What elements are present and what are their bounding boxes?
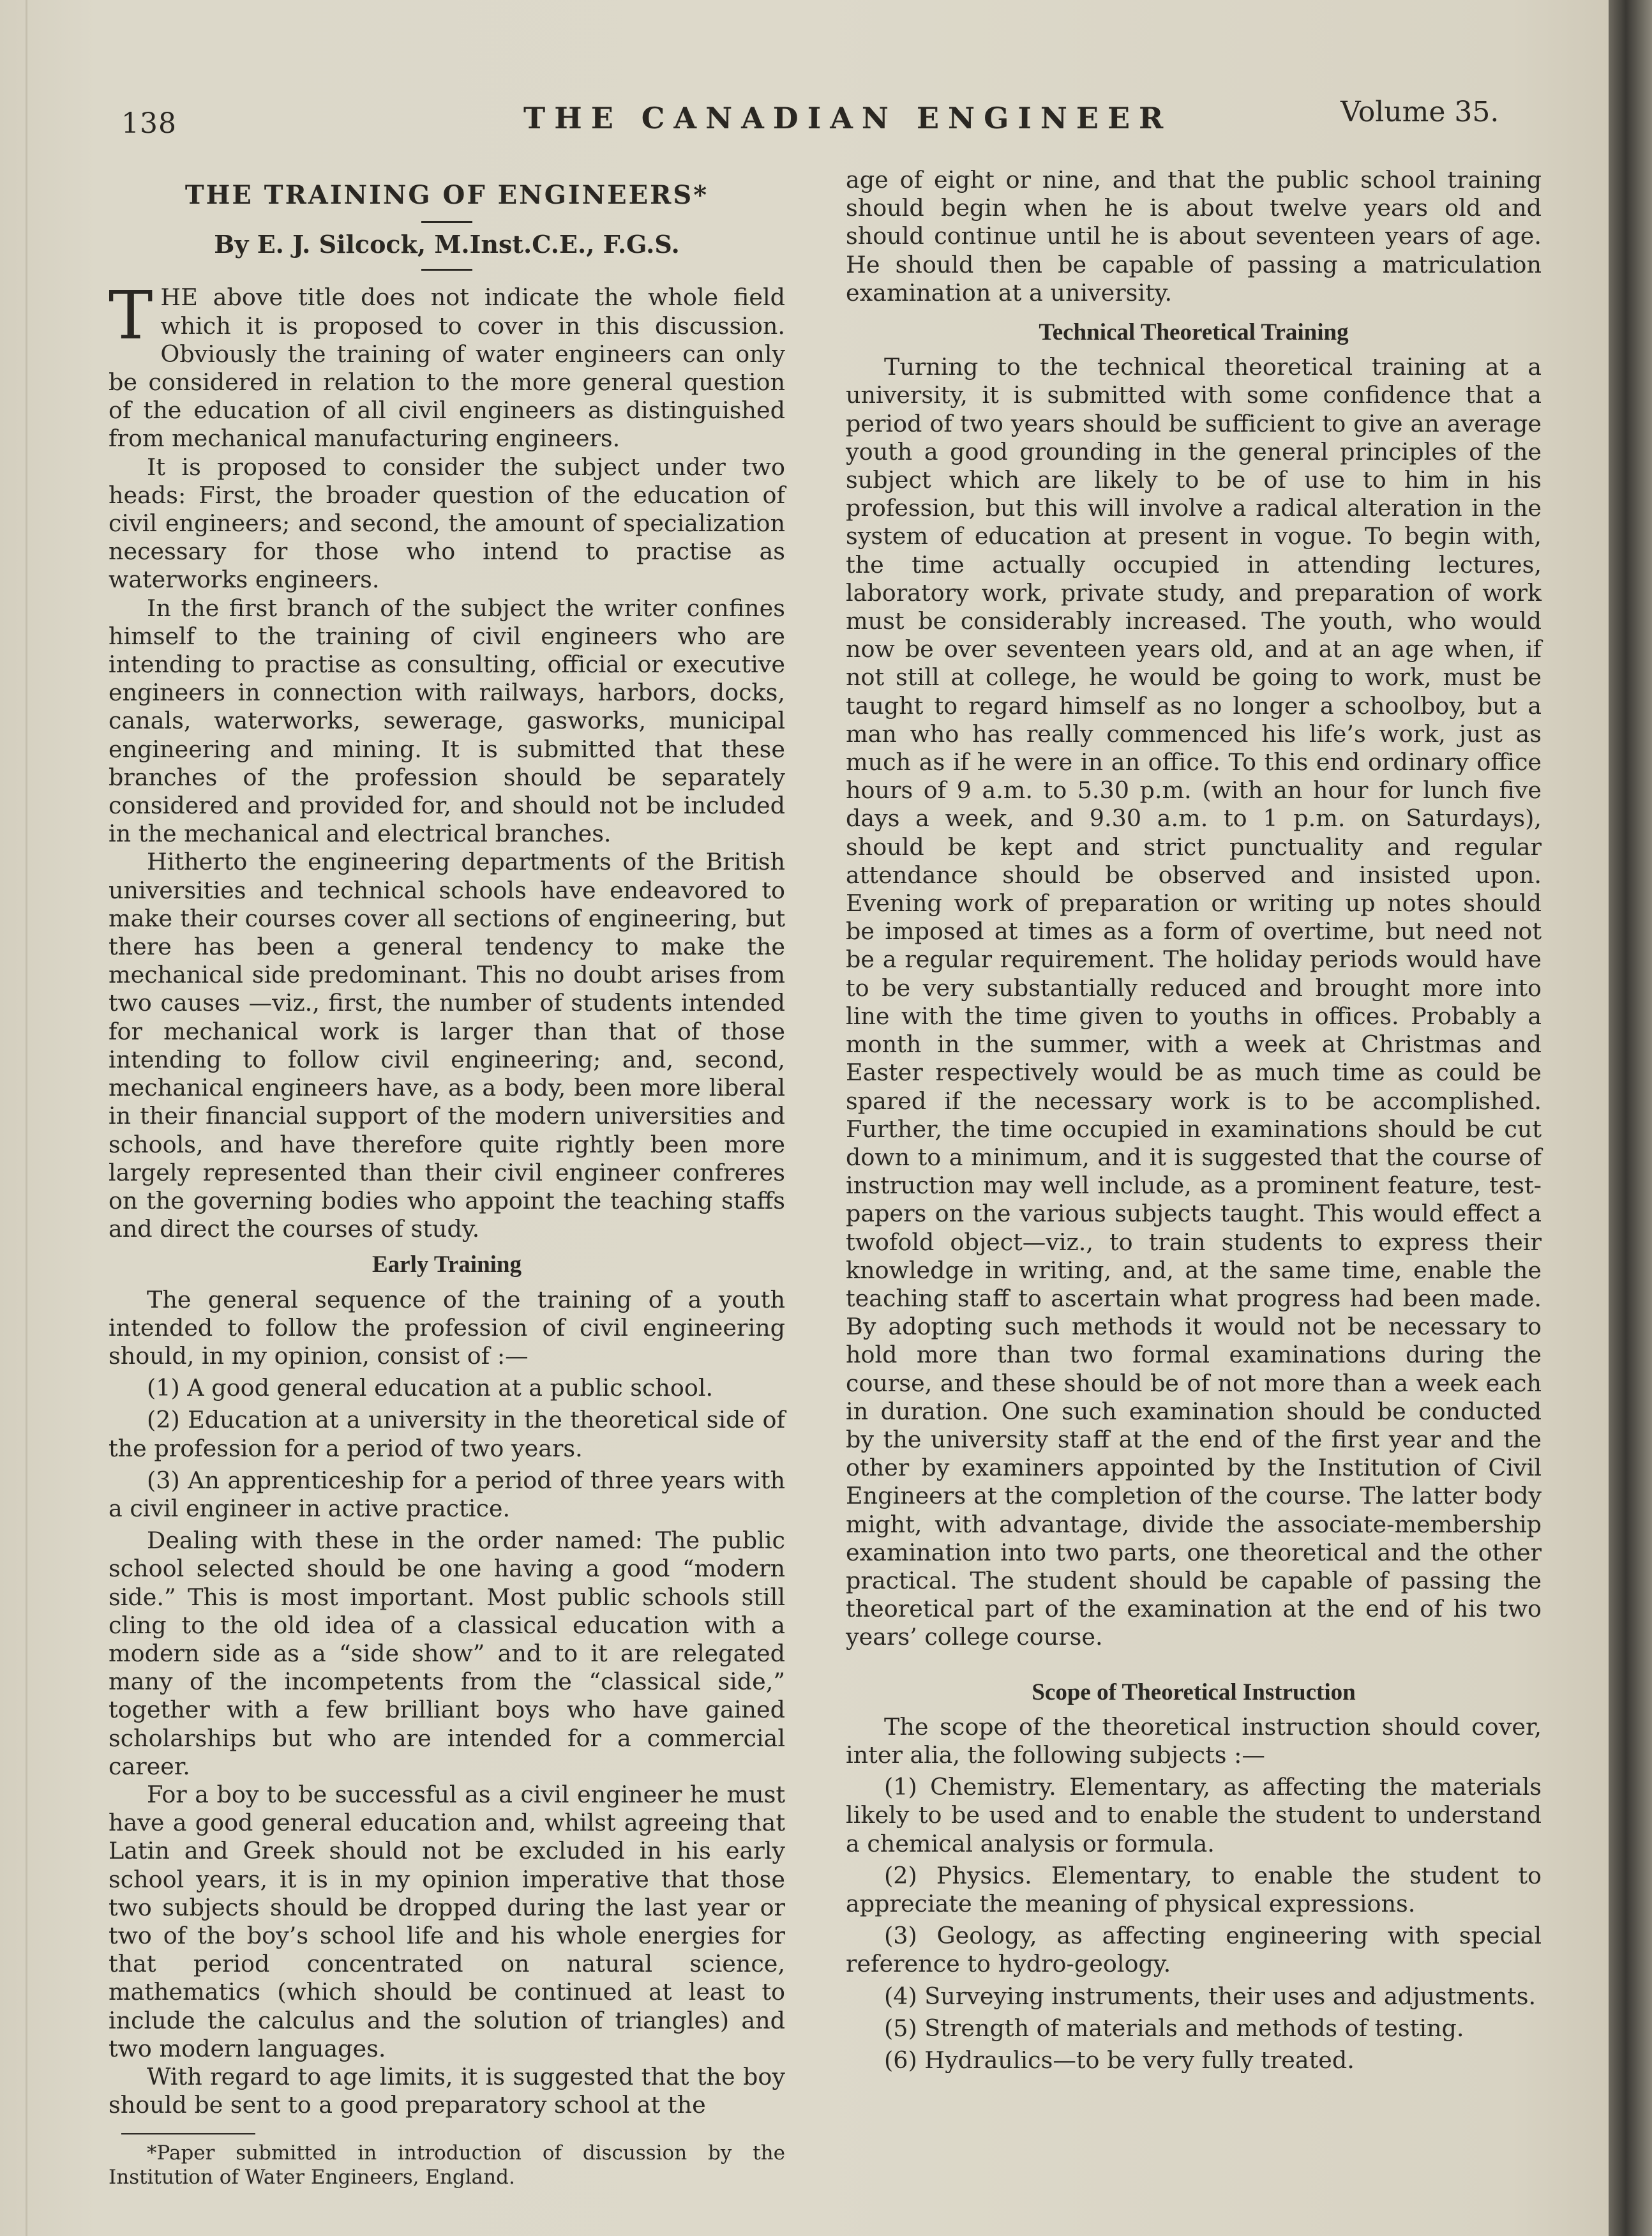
list-item: (4) Surveying instruments, their uses and adjustments. [884,1982,1536,2010]
intro-text: HE above title does not indicate the whole field which it is proposed to cover in this discussion. Obviously the training of water engineers can only be considered in relation to the more general question of the education of all civil engineers as distinguished from mechanical manufacturing engineers. [109,283,785,453]
section-heading-early-training: Early Training [372,1251,522,1278]
list-item: (1) A good general education at a public school. [147,1374,714,1402]
list-item: (5) Strength of materials and methods of testing. [884,2014,1464,2042]
paragraph: Turning to the technical theoretical training at a university, it is submitted with some confidence that a period of two years should be sufficient to give an average youth a good grounding in the general principles of the subject which are likely to be of use to him in his profession, but this will involve a radical alteration in the system of education at present in vogue. To begin with, the time actually occupied in attending lectures, laboratory work, private study, and preparation of work must be considerably increased. The youth, who would now be over seventeen years old, and at an age when, if not still at college, he would be going to work, must be taught to regard himself as no longer a schoolboy, but a man who has really commenced his life’s work, just as much as if he were in an office. To this end ordinary office hours of 9 a.m. to 5.30 p.m. (with an hour for lunch five days a week, and 9.30 a.m. to 1 p.m. on Saturdays), should be kept and strict punctuality and regular attendance should be observed and insisted upon. Evening work of preparation or writing up notes should be imposed at times as a form of overtime, but need not be a regular requirement. The holiday periods would have to be very substantially reduced and brought more into line with the time given to youths in offices. Probably a month in the summer, with a week at Christmas and Easter respectively would be as much time as could be spared if the necessary work is to be accomplished. Further, the time occupied in examinations should be cut down to a minimum, and it is suggested that the course of instruction may well include, as a prominent feature, test-papers on the various subjects taught. This would effect a twofold object—viz., to train students to express their knowledge in writing, and, at the same time, enable the teaching staff to ascertain what progress had been made. By adopting such methods it would not be necessary to hold more than two formal examinations during the course, and these should be of not more than a week each in duration. One such examination should be conducted by the university staff at the end of the first year and the other by examiners appointed by the Institution of Civil Engineers at the completion of the course. The latter body might, with advantage, divide the associate-membership examination into two parts, one theoretical and the other practical. The student should be capable of passing the theoretical part of the examination at the end of his two years’ college course. [846,353,1542,1651]
paragraph: Dealing with these in the order named: The public school selected should be one having a good “modern side.” This is most important. Most public schools still cling to the old idea of a classical education with a modern side as a “side show” and to it are relegated many of the incompetents from the “classical side,” together with a few brilliant boys who have gained scholarships but who are intended for a commercial career. [109,1527,785,1780]
paragraph: In the first branch of the subject the writer confines himself to the training of civil engineers who are intending to practise as consulting, official or executive engineers in connection with railways, harbors, docks, canals, waterworks, sewerage, gasworks, municipal engineering and mining. It is submitted that these branches of the profession should be separately considered and provided for, and should not be included in the mechanical and electrical branches. [109,594,785,848]
intro-paragraph [109,276,785,453]
title-rule [421,221,472,223]
paragraph: Hitherto the engineering departments of the British universities and technical schools have endeavored to make their courses cover all sections of engineering, but there has been a general tendency to make the mechanical side predominant. This no doubt arises from two causes —viz., first, the number of students intended for mechanical work is larger than that of those intending to follow civil engineering; and, second, mechanical engineers have, as a body, been more liberal in their financial support of the modern universities and schools, and have therefore quite rightly been more largely represented than their civil engineer confreres on the governing bodies who appoint the teaching staffs and direct the courses of study. [109,848,785,1243]
footnote-rule [121,2133,255,2134]
list-item: (3) An apprenticeship for a period of three years with a civil engineer in active practice. [109,1466,785,1522]
article-title: THE TRAINING OF ENGINEERS* [184,180,709,210]
footnote: *Paper submitted in introduction of discussion by the Institution of Water Engineers, England. [109,2142,785,2189]
volume-label: Volume 35. [1340,96,1499,128]
list-item: (2) Education at a university in the theoretical side of the profession for a period of two years. [109,1406,785,1462]
byline-rule [421,269,472,271]
list-item: (3) Geology, as affecting engineering with special reference to hydro-geology. [846,1922,1542,1978]
list-item: (1) Chemistry. Elementary, as affecting the materials likely to be used and to enable the student to understand a chemical analysis or formula. [846,1773,1542,1857]
page-number: 138 [121,107,177,140]
running-head [0,96,1609,147]
paragraph: For a boy to be successful as a civil engineer he must have a good general education and, whilst agreeing that Latin and Greek should not be excluded in his early school years, it is in my opinion imperative that those two subjects should be dropped during the last year or two of the boy’s school life and his whole energies for that period concentrated on natural science, mathematics (which should be continued at least to include the calculus and the solution of triangles) and two modern languages. [109,1780,785,2062]
paragraph: With regard to age limits, it is suggested that the boy should be sent to a good preparatory school at the [109,2063,785,2119]
list-item: (2) Physics. Elementary, to enable the student to appreciate the meaning of physical expressions. [846,1861,1542,1917]
paragraph: The scope of the theoretical instruction should cover, inter alia, the following subjects :— [846,1712,1542,1769]
journal-title: THE CANADIAN ENGINEER [523,101,1173,135]
paragraph: It is proposed to consider the subject under two heads: First, the broader question of the education of civil engineers; and second, the amount of specialization necessary for those who intend to practise as waterworks engineers. [109,453,785,594]
drop-cap: T [109,276,153,355]
list-item: (6) Hydraulics—to be very fully treated. [884,2046,1355,2074]
book-gutter [1609,0,1652,2236]
byline: By E. J. Silcock, M.Inst.C.E., F.G.S. [214,230,680,259]
page-edge-line [26,0,27,2236]
right-column [846,166,1542,2078]
left-column [109,166,785,2189]
section-heading-technical: Technical Theoretical Training [1039,319,1349,346]
continuation-paragraph: age of eight or nine, and that the public school training should begin when he is about twelve years old and should continue until he is about seventeen years of age. He should then be capable of passing a matriculation examination at a university. [846,166,1542,306]
section-heading-scope: Scope of Theoretical Instruction [1032,1679,1356,1705]
paragraph: The general sequence of the training of a youth intended to follow the profession of civil engineering should, in my opinion, consist of :— [109,1285,785,1370]
